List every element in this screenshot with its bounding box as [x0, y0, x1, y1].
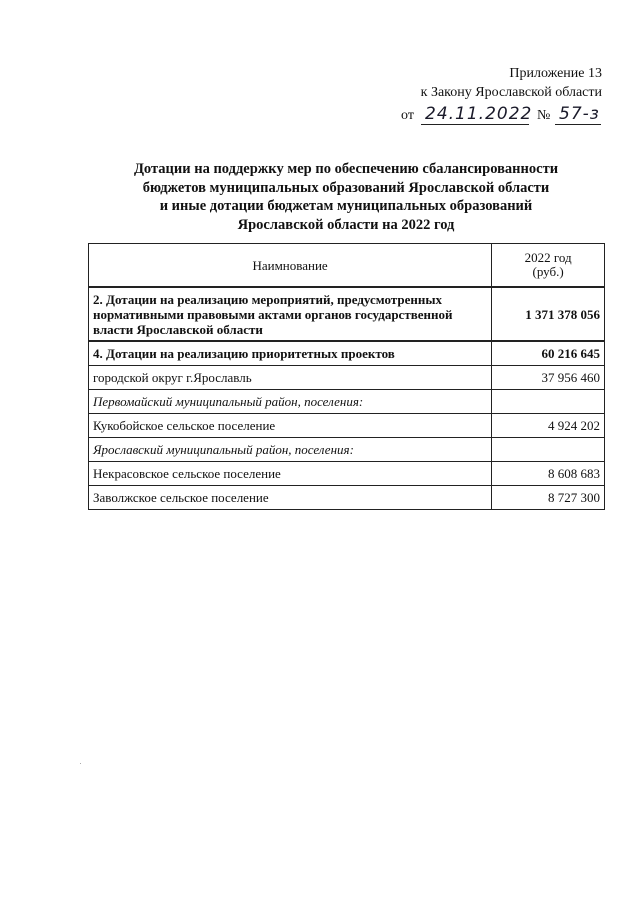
row-value: 1 371 378 056	[492, 287, 605, 341]
row-value: 8 727 300	[492, 486, 605, 510]
title-line-4: Ярославской области на 2022 год	[237, 216, 455, 233]
table-row	[89, 486, 605, 510]
law-date-number	[401, 104, 606, 128]
row-value	[492, 438, 605, 462]
header-year-unit: (руб.)	[532, 264, 564, 279]
document-title	[90, 160, 602, 234]
title-line-3: и иные дотации бюджетам муниципальных образований	[159, 198, 533, 214]
subsidies-table	[88, 243, 605, 510]
table-row	[89, 438, 605, 462]
row-value: 60 216 645	[492, 341, 605, 366]
row-name: Некрасовское сельское поселение	[89, 462, 492, 486]
table-row	[89, 390, 605, 414]
table-row	[89, 287, 605, 341]
row-value: 4 924 202	[492, 414, 605, 438]
row-name: 2. Дотации на реализацию мероприятий, предусмотренных нормативными правовыми актами органов государственной власти Ярославской области	[89, 287, 492, 341]
appendix-law-ref: к Закону Ярославской области	[420, 85, 602, 100]
row-name: Ярославский муниципальный район, поселения:	[89, 438, 492, 462]
row-value: 37 956 460	[492, 366, 605, 390]
date-underline	[421, 124, 529, 125]
table-row	[89, 414, 605, 438]
row-value	[492, 390, 605, 414]
number-underline	[555, 124, 601, 125]
row-name: Кукобойское сельское поселение	[89, 414, 492, 438]
row-value: 8 608 683	[492, 462, 605, 486]
table-header	[89, 244, 605, 288]
table-row	[89, 341, 605, 366]
header-name: Наимнование	[89, 244, 492, 288]
appendix-number: Приложение 13	[509, 66, 602, 81]
row-name: Заволжское сельское поселение	[89, 486, 492, 510]
appendix-header	[421, 64, 602, 102]
header-year-label: 2022 год	[524, 250, 572, 265]
table-row	[89, 366, 605, 390]
title-line-1: Дотации на поддержку мер по обеспечению сбалансированности	[133, 161, 559, 177]
table-row	[89, 462, 605, 486]
scan-speck	[80, 763, 81, 764]
from-label: от	[401, 108, 414, 123]
handwritten-date: 24.11.2022	[425, 104, 533, 124]
title-line-2: бюджетов муниципальных образований Ярославской области	[142, 179, 550, 196]
row-name: Первомайский муниципальный район, поселения:	[89, 390, 492, 414]
handwritten-number: 57-з	[559, 104, 600, 124]
header-year	[492, 244, 605, 288]
number-label: №	[537, 108, 551, 123]
row-name: городской округ г.Ярославль	[89, 366, 492, 390]
row-name: 4. Дотации на реализацию приоритетных проектов	[89, 341, 492, 366]
